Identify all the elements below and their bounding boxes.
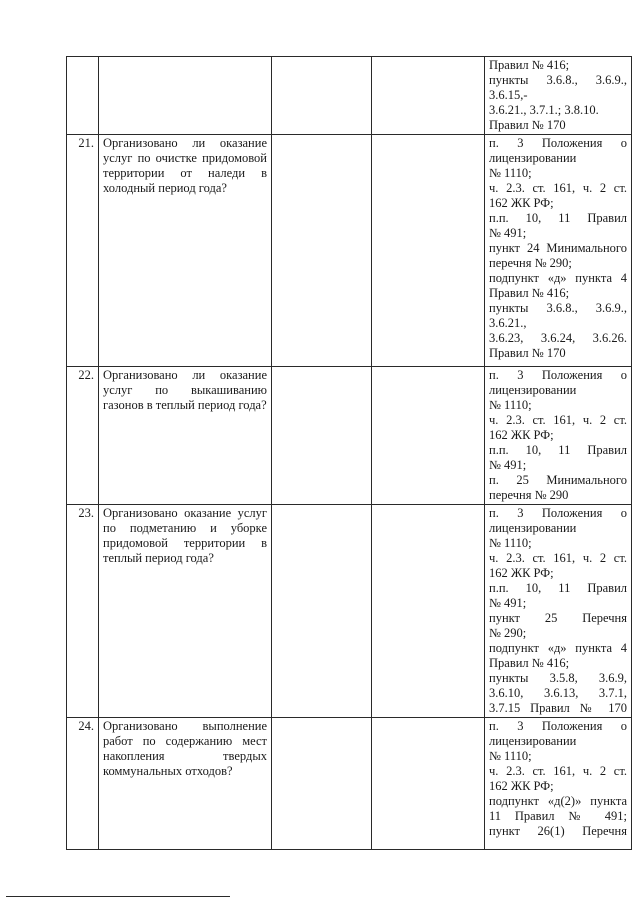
- question-cell: Организовано оказание услуг по подметанию и уборке придомовой территории в теплый период года?: [99, 505, 272, 718]
- reference-line: 162 ЖК РФ;: [489, 779, 554, 793]
- reference-line: лицензировании: [489, 734, 577, 748]
- reference-line: перечня № 290;: [489, 256, 572, 270]
- table-row: [67, 135, 632, 367]
- reference-line: 3.6.21.,: [489, 316, 527, 330]
- reference-line: Правил № 170: [489, 118, 566, 132]
- reference-line: 3.6.21., 3.7.1.; 3.8.10.: [489, 103, 599, 117]
- reference-line: 162 ЖК РФ;: [489, 428, 554, 442]
- table-row: [67, 505, 632, 718]
- legal-reference-cell: [485, 367, 632, 505]
- reference-line: п. 3 Положения о: [489, 506, 627, 520]
- reference-line: Правил № 416;: [489, 58, 570, 72]
- row-number: 23.: [67, 505, 99, 718]
- reference-line: № 491;: [489, 458, 527, 472]
- reference-line: ч. 2.3. ст. 161, ч. 2 ст.: [489, 764, 627, 778]
- reference-line: № 1110;: [489, 166, 532, 180]
- reference-line: лицензировании: [489, 151, 577, 165]
- legal-reference-cell: [485, 718, 632, 850]
- reference-line: № 1110;: [489, 536, 532, 550]
- note-cell: [372, 367, 485, 505]
- reference-line: пункт 24 Минимального: [489, 241, 627, 255]
- reference-line: подпункт «д» пункта 4: [489, 271, 627, 285]
- reference-line: п.п. 10, 11 Правил: [489, 443, 627, 457]
- reference-line: 162 ЖК РФ;: [489, 196, 554, 210]
- reference-line: Правил № 416;: [489, 656, 570, 670]
- table-row: [67, 57, 632, 135]
- question-cell: Организовано ли оказание услуг по очистке придомовой территории от наледи в холодный период года?: [99, 135, 272, 367]
- reference-line: п. 3 Положения о: [489, 368, 627, 382]
- question-cell: Организовано ли оказание услуг по выкашиванию газонов в теплый период года?: [99, 367, 272, 505]
- note-cell: [372, 135, 485, 367]
- note-cell: [372, 718, 485, 850]
- row-number: [67, 57, 99, 135]
- reference-line: ч. 2.3. ст. 161, ч. 2 ст.: [489, 413, 627, 427]
- reference-line: лицензировании: [489, 521, 577, 535]
- row-number: 21.: [67, 135, 99, 367]
- answer-cell: [272, 505, 372, 718]
- legal-reference-cell: [485, 135, 632, 367]
- answer-cell: [272, 367, 372, 505]
- reference-line: 11 Правил № 491;: [489, 809, 627, 823]
- footnote-separator: [6, 896, 230, 897]
- legal-reference-cell: [485, 505, 632, 718]
- reference-line: лицензировании: [489, 383, 577, 397]
- reference-line: Правил № 170: [489, 346, 566, 360]
- row-number: 24.: [67, 718, 99, 850]
- reference-line: перечня № 290: [489, 488, 569, 502]
- table-row: [67, 718, 632, 850]
- reference-line: № 1110;: [489, 749, 532, 763]
- reference-line: № 1110;: [489, 398, 532, 412]
- reference-line: 3.6.10, 3.6.13, 3.7.1,: [489, 686, 627, 700]
- reference-line: пункты 3.6.8., 3.6.9.,: [489, 301, 627, 315]
- reference-line: пункты 3.5.8, 3.6.9,: [489, 671, 627, 685]
- reference-line: 162 ЖК РФ;: [489, 566, 554, 580]
- reference-line: п. 3 Положения о: [489, 719, 627, 733]
- table-row: [67, 367, 632, 505]
- reference-line: № 491;: [489, 596, 527, 610]
- reference-line: п.п. 10, 11 Правил: [489, 581, 627, 595]
- reference-line: ч. 2.3. ст. 161, ч. 2 ст.: [489, 181, 627, 195]
- note-cell: [372, 57, 485, 135]
- answer-cell: [272, 57, 372, 135]
- note-cell: [372, 505, 485, 718]
- reference-line: пункт 25 Перечня: [489, 611, 627, 625]
- reference-line: пункты 3.6.8., 3.6.9.,: [489, 73, 627, 87]
- reference-line: ч. 2.3. ст. 161, ч. 2 ст.: [489, 551, 627, 565]
- question-cell: [99, 57, 272, 135]
- reference-line: Правил № 416;: [489, 286, 570, 300]
- reference-line: подпункт «д» пункта 4: [489, 641, 627, 655]
- reference-line: п. 3 Положения о: [489, 136, 627, 150]
- reference-line: 3.7.15 Правил № 170: [489, 701, 627, 715]
- checklist-table: [66, 56, 632, 850]
- reference-line: № 491;: [489, 226, 527, 240]
- reference-line: № 290;: [489, 626, 527, 640]
- row-number: 22.: [67, 367, 99, 505]
- reference-line: подпункт «д(2)» пункта: [489, 794, 627, 808]
- reference-line: пункт 26(1) Перечня: [489, 824, 627, 838]
- reference-line: 3.6.15,-: [489, 88, 528, 102]
- answer-cell: [272, 718, 372, 850]
- legal-reference-cell: [485, 57, 632, 135]
- reference-line: 3.6.23, 3.6.24, 3.6.26.: [489, 331, 627, 345]
- reference-line: п. 25 Минимального: [489, 473, 627, 487]
- question-cell: Организовано выполнение работ по содержанию мест накопления твердых коммунальных отходов?: [99, 718, 272, 850]
- reference-line: п.п. 10, 11 Правил: [489, 211, 627, 225]
- answer-cell: [272, 135, 372, 367]
